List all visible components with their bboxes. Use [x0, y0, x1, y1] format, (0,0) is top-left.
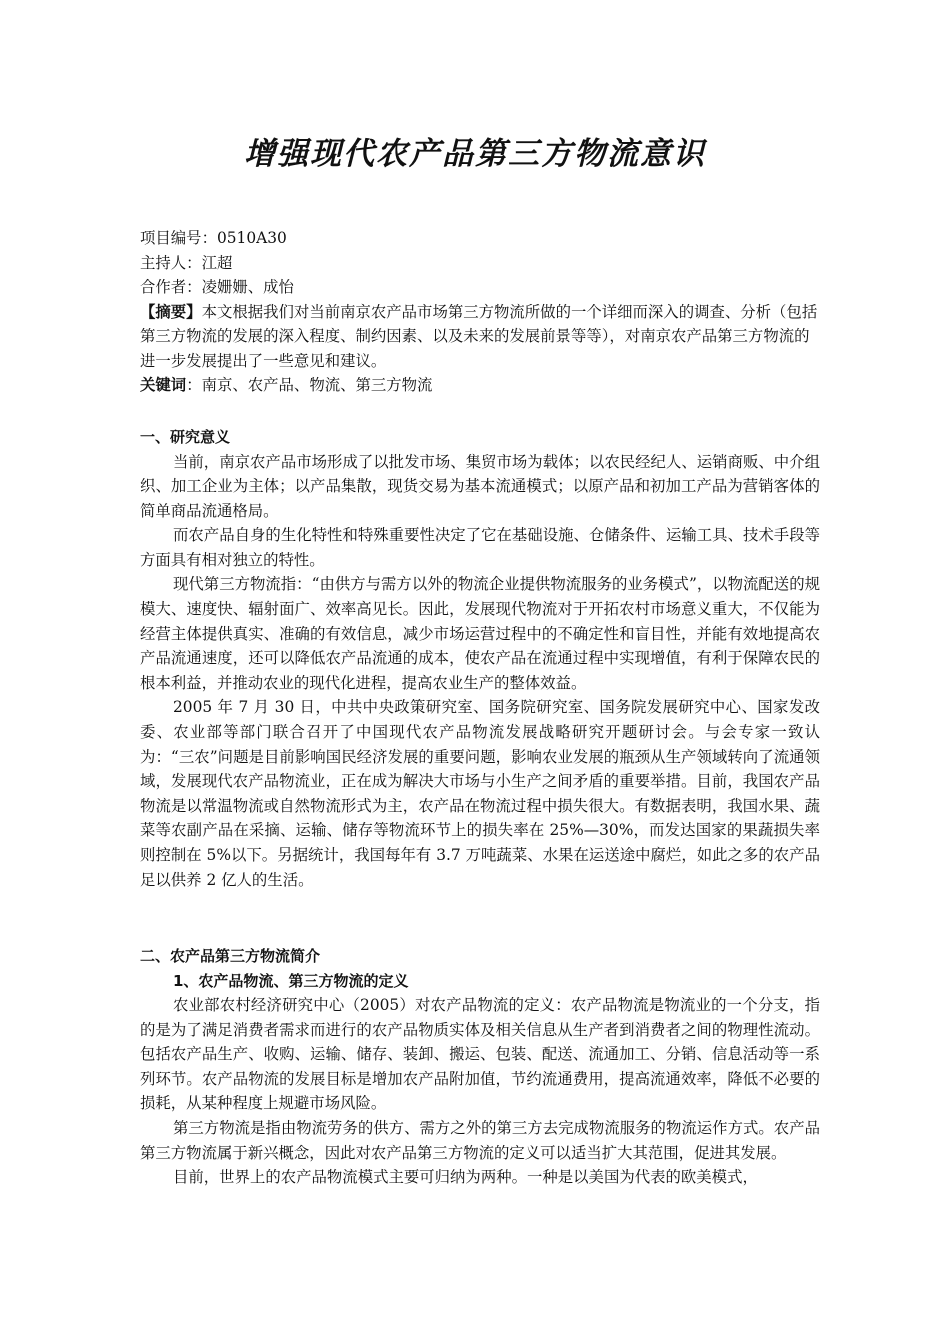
abstract-label: 【摘要】 — [140, 302, 202, 321]
project-number: 项目编号：0510A30 — [140, 229, 287, 247]
paragraph: 现代第三方物流指：“由供方与需方以外的物流企业提供物流服务的业务模式”，以物流配送的规模大、速度快、辐射面广、效率高见长。因此，发展现代物流对于开拓农村市场意义重大，不仅能为经营主体提供真实、准确的有效信息，减少市场运营过程中的不确定性和盲目性，并能有效地提高农产品流通速度，还可以降低农产品流通的成本，使农产品在流通过程中实现增值，有利于保障农民的根本利益，并推动农业的现代化进程，提高农业生产的整体效益。 — [140, 575, 820, 692]
keywords-text: ：南京、农产品、物流、第三方物流 — [186, 376, 433, 394]
abstract-text: 本文根据我们对当前南京农产品市场第三方物流所做的一个详细而深入的调查、分析（包括第三方物流的发展的深入程度、制约因素、以及未来的发展前景等等），对南京农产品第三方物流的进一步发展提出了一些意见和建议。 — [140, 302, 818, 370]
section-research-significance — [140, 425, 820, 892]
paragraph: 2005 年 7 月 30 日，中共中央政策研究室、国务院研究室、国务院发展研究中心、国家发改委、农业部等部门联合召开了中国现代农产品物流发展战略研究开题研讨会。与会专家一致认为：“三农”问题是目前影响国民经济发展的重要问题，影响农业发展的瓶颈从生产领域转向了流通领域，发展现代农产品物流业，正在成为解决大市场与小生产之间矛盾的重要举措。目前，我国农产品物流是以常温物流或自然物流形式为主，农产品在物流过程中损失很大。有数据表明，我国水果、蔬菜等农副产品在采摘、运输、储存等物流环节上的损失率在 25%—30%，而发达国家的果蔬损失率则控制在 5%以下。另据统计，我国每年有 3.7 万吨蔬菜、水果在运送途中腐烂，如此之多的农产品足以供养 2 亿人的生活。 — [140, 698, 820, 889]
host: 主持人：江超 — [140, 253, 233, 272]
section-heading: 一、研究意义 — [140, 428, 231, 446]
keywords — [140, 373, 820, 398]
document-title: 增强现代农产品第三方物流意识 — [244, 136, 706, 172]
abstract — [140, 300, 820, 374]
section-heading: 二、农产品第三方物流简介 — [140, 947, 321, 965]
document-meta — [140, 226, 820, 398]
paragraph: 目前，世界上的农产品物流模式主要可归纳为两种。一种是以美国为代表的欧美模式， — [173, 1168, 758, 1187]
keywords-label: 关键词 — [140, 376, 187, 394]
paragraph: 第三方物流是指由物流劳务的供方、需方之外的第三方去完成物流服务的物流运作方式。农产品第三方物流属于新兴概念，因此对农产品第三方物流的定义可以适当扩大其范围，促进其发展。 — [140, 1118, 820, 1162]
subsection-heading: 1、农产品物流、第三方物流的定义 — [173, 971, 409, 990]
coauthors: 合作者：凌姗姗、成怡 — [140, 278, 294, 296]
paragraph: 农业部农村经济研究中心（2005）对农产品物流的定义：农产品物流是物流业的一个分支，指的是为了满足消费者需求而进行的农产品物质实体及相关信息从生产者到消费者之间的物理性流动。包括农产品生产、收购、运输、储存、装卸、搬运、包装、配送、流通加工、分销、信息活动等一系列环节。农产品物流的发展目标是增加农产品附加值，节约流通费用，提高流通效率，降低不必要的损耗，从某种程度上规避市场风险。 — [140, 996, 820, 1113]
section-introduction — [140, 944, 820, 1190]
paragraph: 当前，南京农产品市场形成了以批发市场、集贸市场为载体；以农民经纪人、运销商贩、中介组织、加工企业为主体；以产品集散，现货交易为基本流通模式；以原产品和初加工产品为营销客体的简单商品流通格局。 — [140, 452, 820, 520]
paragraph: 而农产品自身的生化特性和特殊重要性决定了它在基础设施、仓储条件、运输工具、技术手段等方面具有相对独立的特性。 — [140, 526, 820, 569]
